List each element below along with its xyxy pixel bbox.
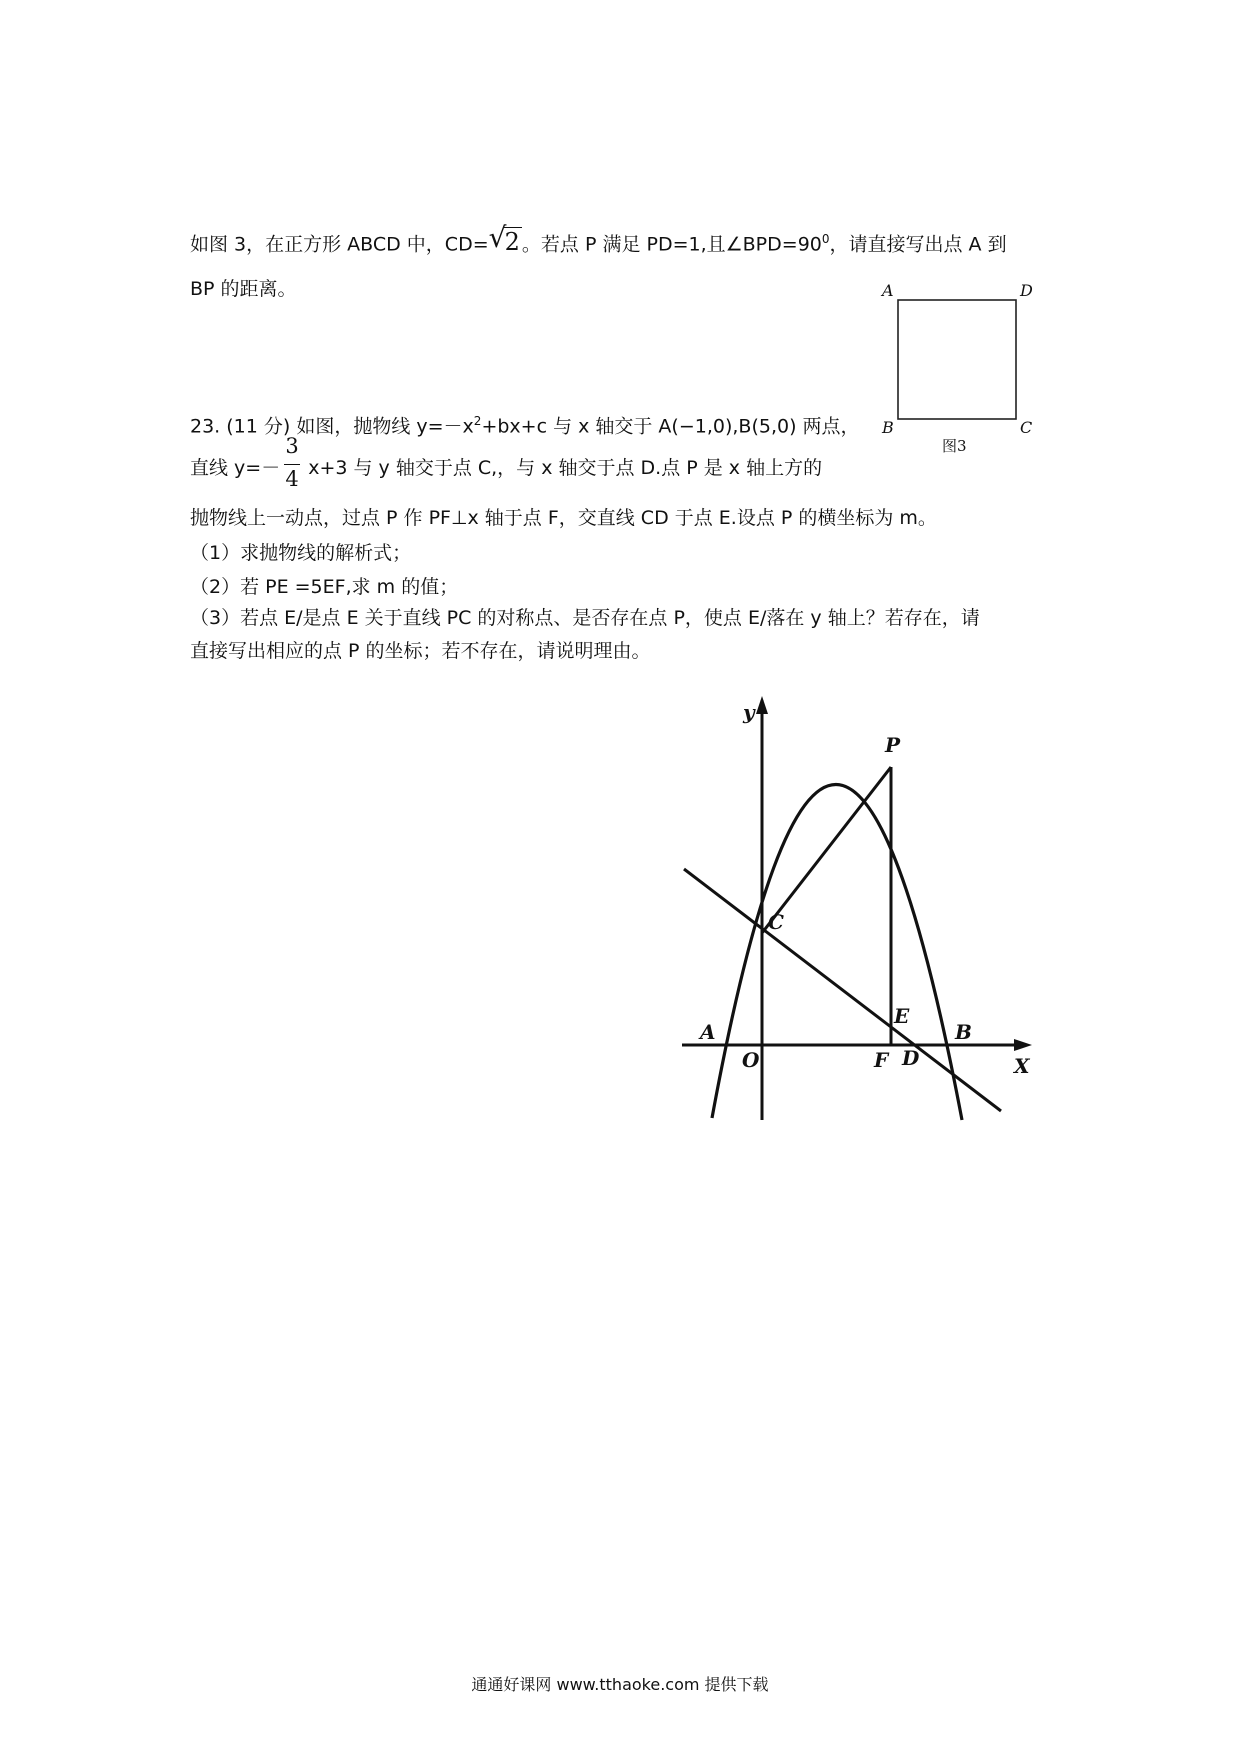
sqrt-symbol: √ 2 [488, 221, 520, 257]
figure-3-square [860, 280, 1050, 460]
fraction-bar [284, 464, 300, 465]
square-superscript: 2 [473, 414, 482, 428]
graph-svg [670, 690, 1050, 1130]
problem22-text-b: 。若点 P 满足 PD=1,且∠BPD=90 [521, 233, 822, 256]
square-label-D: D [1020, 281, 1033, 300]
graph-label-B: B [955, 1020, 972, 1044]
square-shape [898, 300, 1016, 419]
line-cd [684, 869, 1001, 1111]
square-label-C: C [1020, 418, 1033, 437]
y-axis-arrow [756, 696, 768, 714]
page-footer: 通通好课网 www.tthaoke.com 提供下载 [471, 1675, 769, 1694]
fraction-numerator: 3 [285, 434, 299, 458]
question-3-line-1: （3）若点 E/是点 E 关于直线 PC 的对称点、是否存在点 P，使点 E/落在 y 轴上？若存在，请 [190, 607, 980, 629]
sqrt-radicand: 2 [504, 228, 520, 257]
figure-3-caption: 图3 [942, 437, 967, 455]
problem22-line-1 [190, 221, 1007, 257]
parabola-graph [670, 690, 1050, 1130]
problem22-line-2: BP 的距离。 [190, 278, 297, 300]
problem22-text-a: 如图 3，在正方形 ABCD 中，CD= [190, 233, 489, 256]
question-3-line-2: 直接写出相应的点 P 的坐标；若不存在，请说明理由。 [190, 640, 651, 662]
question-2: （2）若 PE =5EF,求 m 的值； [190, 576, 459, 598]
graph-label-A: A [700, 1020, 716, 1044]
graph-label-X: X [1014, 1054, 1030, 1078]
degree-superscript: 0 [821, 232, 830, 246]
graph-label-E: E [894, 1004, 910, 1028]
graph-label-F: F [874, 1048, 889, 1072]
question-1: （1）求抛物线的解析式； [190, 542, 412, 564]
problem22-text-c: ，请直接写出点 A 到 [829, 233, 1007, 256]
graph-label-C: C [768, 910, 784, 934]
problem23-text-line2-b: x+3 与 y 轴交于点 C,，与 x 轴交于点 D.点 P 是 x 轴上方的 [308, 457, 823, 479]
graph-label-O: O [742, 1048, 760, 1072]
problem23-text-line2-a: 直线 y=－ [190, 457, 281, 479]
square-label-B: B [882, 418, 894, 437]
x-axis-arrow [1014, 1039, 1032, 1051]
square-label-A: A [882, 281, 894, 300]
graph-label-y: y [743, 700, 755, 724]
graph-label-P: P [885, 733, 901, 757]
graph-label-D: D [902, 1046, 920, 1070]
problem23-text-b: +bx+c 与 x 轴交于 A(−1,0),B(5,0) 两点， [481, 415, 860, 438]
problem23-text-a: 23. (11 分) 如图，抛物线 y=－x [190, 415, 474, 438]
problem23-line-3: 抛物线上一动点，过点 P 作 PF⊥x 轴于点 F，交直线 CD 于点 E.设点 P 的横坐标为 m。 [190, 507, 937, 529]
fraction-denominator: 4 [285, 467, 299, 491]
